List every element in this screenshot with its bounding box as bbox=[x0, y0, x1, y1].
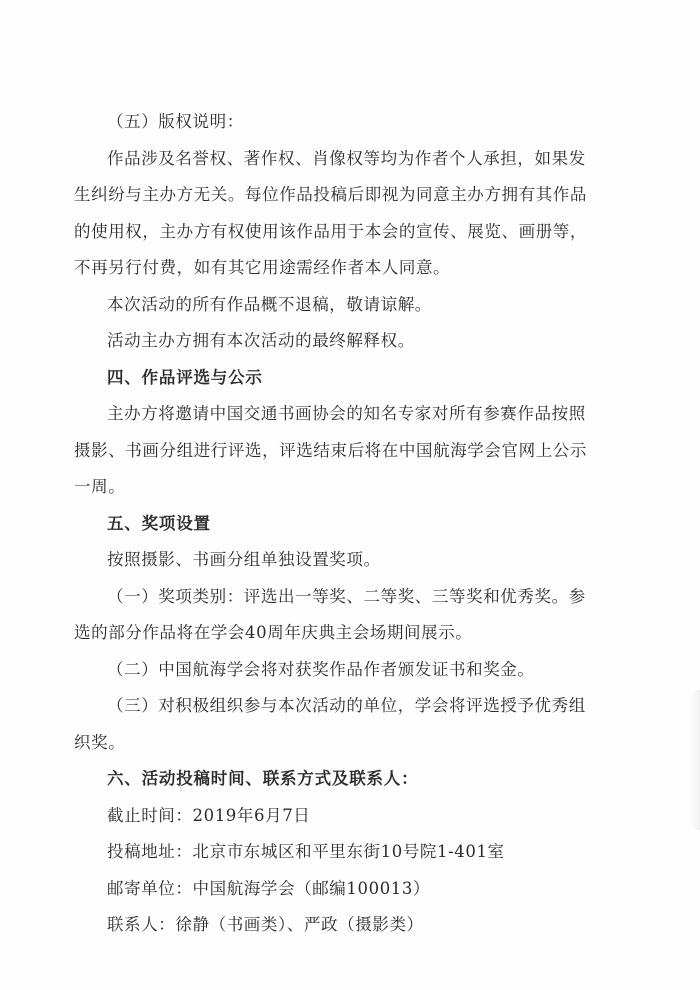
section5-item1-line: （一）奖项类别：评选出一等奖、二等奖、三等奖和优秀奖。参 bbox=[107, 586, 586, 606]
section4-line: 主办方将邀请中国交通书画协会的知名专家对所有参赛作品按照 bbox=[107, 404, 586, 423]
section4-line: 摄影、书画分组进行评选，评选结束后将在中国航海学会官网上公示 bbox=[74, 440, 587, 460]
section5-heading: 五、奖项设置 bbox=[107, 513, 211, 533]
deadline: 截止时间：2019年6月7日 bbox=[107, 805, 311, 825]
section5-intro: 按照摄影、书画分组单独设置奖项。 bbox=[107, 550, 381, 569]
scan-edge-shadow bbox=[692, 690, 700, 830]
section4-heading: 四、作品评选与公示 bbox=[107, 367, 263, 387]
section5-item3-line: 织奖。 bbox=[74, 732, 126, 752]
copyright-para1-line: 不再另行付费，如有其它用途需经作者本人同意。 bbox=[74, 258, 451, 277]
copyright-para1-line: 的使用权，主办方有权使用该作品用于本会的宣传、展览、画册等， bbox=[74, 221, 587, 241]
copyright-para3: 活动主办方拥有本次活动的最终解释权。 bbox=[107, 331, 415, 350]
copyright-para1-line: 生纠纷与主办方无关。每位作品投稿后即视为同意主办方拥有其作品 bbox=[74, 185, 587, 204]
document-body bbox=[74, 104, 607, 944]
section5-item1-line: 选的部分作品将在学会40周年庆典主会场期间展示。 bbox=[74, 623, 473, 642]
mailing-unit: 邮寄单位：中国航海学会（邮编100013） bbox=[107, 878, 431, 898]
contact-persons: 联系人：徐静（书画类）、严政（摄影类） bbox=[107, 915, 424, 934]
section5-item3-line: （三）对积极组织参与本次活动的单位，学会将评选授予优秀组 bbox=[107, 696, 586, 715]
copyright-para2: 本次活动的所有作品概不退稿，敬请谅解。 bbox=[107, 294, 432, 314]
copyright-para1-line: 作品涉及名誉权、著作权、肖像权等均为作者个人承担，如果发 bbox=[107, 148, 586, 168]
section5-item2: （二）中国航海学会将对获奖作品作者颁发证书和奖金。 bbox=[107, 659, 535, 679]
submission-address: 投稿地址：北京市东城区和平里东街10号院1-401室 bbox=[107, 842, 505, 861]
section4-line: 一周。 bbox=[74, 477, 126, 496]
copyright-heading: （五）版权说明： bbox=[107, 112, 244, 131]
section6-heading: 六、活动投稿时间、联系方式及联系人： bbox=[107, 769, 419, 788]
